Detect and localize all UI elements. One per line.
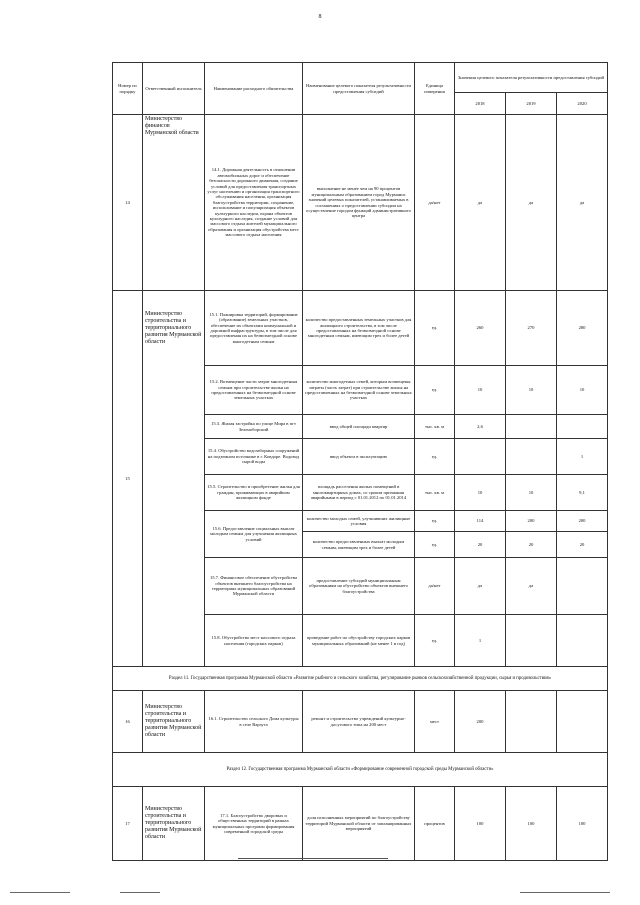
section-12-heading: Раздел 12. Государственная программа Мурманской области «Формирование современной городской среды Мурманской области» (113, 753, 608, 787)
value-2020: 10 (557, 366, 608, 415)
row-number: 15 (113, 291, 143, 667)
unit: ед. (415, 511, 455, 532)
target-indicator: предоставление субсидий муниципальным образованиям на обустройство объектов внешнего благоустройства (303, 558, 415, 615)
expenditure-obligation: 15.4. Обустройство водозаборных сооружений на подземном источнике в г. Ковдоре. Водовод сырой воды (205, 439, 303, 475)
expenditure-obligation: 15.7. Финансовое обеспечение обустройства объектов внешнего благоустройства на территориях муниципальных образований Мурманской области (205, 558, 303, 615)
footer-rule (238, 858, 388, 859)
unit: ед. (415, 291, 455, 366)
value-2020 (557, 558, 608, 615)
unit: ед. (415, 615, 455, 667)
value-2018: да (455, 115, 506, 291)
value-2020: 100 (557, 787, 608, 861)
value-2018: 10 (455, 366, 506, 415)
value-2020: 200 (557, 511, 608, 532)
row-number: 14 (113, 115, 143, 291)
expenditure-obligation: 15.2. Возмещение части затрат многодетным семьям при строительстве жилья на предоставленных на безвозмездной основе земельных участках (205, 366, 303, 415)
value-2019 (506, 615, 557, 667)
header-year-2019: 2019 (506, 93, 557, 115)
row-number: 17 (113, 787, 143, 861)
value-2020 (557, 415, 608, 439)
table-row (113, 115, 608, 291)
target-indicator: выполнение не менее чем на 90 процентов муниципальным образованием город Мурманск значений целевых показателей, устанавливаемых в соглашениях о предоставлении субсидии на осуществление городом функций административного центра (303, 115, 415, 291)
value-2019: да (506, 558, 557, 615)
responsible-executor: Министерство строительства и территориального развития Мурманской области (143, 291, 205, 667)
header-col-number: Номер по порядку (113, 63, 143, 115)
value-2018: 114 (455, 511, 506, 532)
scan-artifact (10, 892, 70, 893)
value-2018: 100 (455, 787, 506, 861)
value-2018 (455, 439, 506, 475)
responsible-executor: Министерство строительства и территориального развития Мурманской области (143, 691, 205, 753)
unit: тыс. кв. м (415, 475, 455, 511)
header-year-2018: 2018 (455, 93, 506, 115)
row-number: 16 (113, 691, 143, 753)
responsible-executor: Министерство строительства и территориального развития Мурманской области (143, 787, 205, 861)
unit: тыс. кв. м (415, 415, 455, 439)
unit: ед. (415, 366, 455, 415)
section-11-heading: Раздел 11. Государственная программа Мурманской области «Развитие рыбного и сельского хозяйства, регулирование рынков сельскохозяйственной продукции, сырья и продовольствия» (113, 667, 608, 691)
header-year-2020: 2020 (557, 93, 608, 115)
responsible-executor: Министерство финансов Мурманской области (143, 115, 205, 291)
value-2020: да (557, 115, 608, 291)
unit: ед. (415, 532, 455, 558)
value-2019: 270 (506, 291, 557, 366)
expenditure-obligation: 16.1. Строительство сельского Дома культуры в селе Варзуга (205, 691, 303, 753)
value-2019: да (506, 115, 557, 291)
header-col-indicator: Наименование целевого показателя результативности предоставления субсидий (303, 63, 415, 115)
value-2020: 280 (557, 291, 608, 366)
expenditure-obligation: 15.8. Обустройство мест массового отдыха населения (городских парков) (205, 615, 303, 667)
value-2019: 20 (506, 532, 557, 558)
unit: мест (415, 691, 455, 753)
unit: ед. (415, 439, 455, 475)
table-row (113, 787, 608, 861)
target-indicator: ремонт и строительство учреждений культурно-досугового типа на 200 мест (303, 691, 415, 753)
value-2020: 20 (557, 532, 608, 558)
target-indicator: проведение работ по обустройству городских парков муниципальных образований (не менее 1 в год) (303, 615, 415, 667)
expenditure-obligation: 15.6. Предоставление социальных выплат молодым семьям для улучшения жилищных условий (205, 511, 303, 558)
unit: да/нет (415, 115, 455, 291)
value-2018: да (455, 558, 506, 615)
value-2018: 260 (455, 291, 506, 366)
target-indicator: количество многодетных семей, которым возмещены затраты (часть затрат) при строительстве жилья на предоставленных на безвозмездной основе земельных участках (303, 366, 415, 415)
expenditure-obligation: 15.5. Строительство и приобретение жилья для граждан, проживающих в аварийном жилищном фонде (205, 475, 303, 511)
header-col-values: Значения целевого показателя результативности предоставления субсидий (455, 63, 608, 93)
value-2018: 200 (455, 691, 506, 753)
header-col-responsible: Ответственный исполнитель (143, 63, 205, 115)
value-2019 (506, 415, 557, 439)
value-2018: 1 (455, 615, 506, 667)
expenditure-obligation: 14.1. Дорожная деятельность в отношении автомобильных дорог и обеспечение безопасности дорожного движения, создание условий для предоставления транспортных услуг населению и организация транспортного обслуживания населения, организация благоустройства территории, сохранение, использование и популяризация объектов культурного наследия, охрана объектов культурного наследия, создание условий для массового отдыха жителей муниципального образования и организация обустройства мест массового отдыха населения (205, 115, 303, 291)
value-2020: 1 (557, 439, 608, 475)
target-indicator: ввод общей площади квартир (303, 415, 415, 439)
value-2019: 10 (506, 475, 557, 511)
page-number: 8 (318, 14, 322, 20)
value-2018: 2,6 (455, 415, 506, 439)
value-2019 (506, 439, 557, 475)
expenditure-obligation: 15.3. Жилая застройка по улице Мира в пгт Зеленоборский (205, 415, 303, 439)
target-indicator: количество предоставленных земельных участков для жилищного строительства, в том числе предоставленных на безвозмездной основе многодетным семьям, имеющим трех и более детей (303, 291, 415, 366)
value-2019 (506, 691, 557, 753)
target-indicator: площадь расселения жилых помещений в многоквартирных домах, со сроком признания аварийными в период с 01.01.2012 по 01.01.2014 (303, 475, 415, 511)
scan-artifact (120, 892, 160, 893)
value-2020 (557, 615, 608, 667)
target-indicator: ввод объекта в эксплуатацию (303, 439, 415, 475)
target-indicator: доля исполненных мероприятий по благоустройству территорий Мурманской области от запланированных мероприятий (303, 787, 415, 861)
expenditure-obligation: 15.1. Планировка территорий, формирование (образование) земельных участков, обеспечение их объектами коммунальной и дорожной инфраструктуры, в том числе для предоставления их на безвозмездной основе многодетным семьям (205, 291, 303, 366)
table-row (113, 291, 608, 366)
unit: да/нет (415, 558, 455, 615)
value-2019: 10 (506, 366, 557, 415)
value-2019: 100 (506, 787, 557, 861)
target-indicator: количество предоставленных выплат молодым семьям, имеющим трех и более детей (303, 532, 415, 558)
value-2018: 20 (455, 532, 506, 558)
scan-artifact (520, 892, 610, 893)
header-col-expenditure: Наименование расходного обязательства (205, 63, 303, 115)
subsidy-indicators-table (112, 62, 608, 861)
expenditure-obligation: 17.1. Благоустройство дворовых и общественных территорий в рамках муниципальных программ формирования современной городской среды (205, 787, 303, 861)
table-row (113, 691, 608, 753)
unit: процентов (415, 787, 455, 861)
target-indicator: количество молодых семей, улучшивших жилищные условия (303, 511, 415, 532)
value-2019: 200 (506, 511, 557, 532)
header-col-unit: Единица измерения (415, 63, 455, 115)
value-2020 (557, 691, 608, 753)
value-2018: 10 (455, 475, 506, 511)
value-2020: 9,1 (557, 475, 608, 511)
